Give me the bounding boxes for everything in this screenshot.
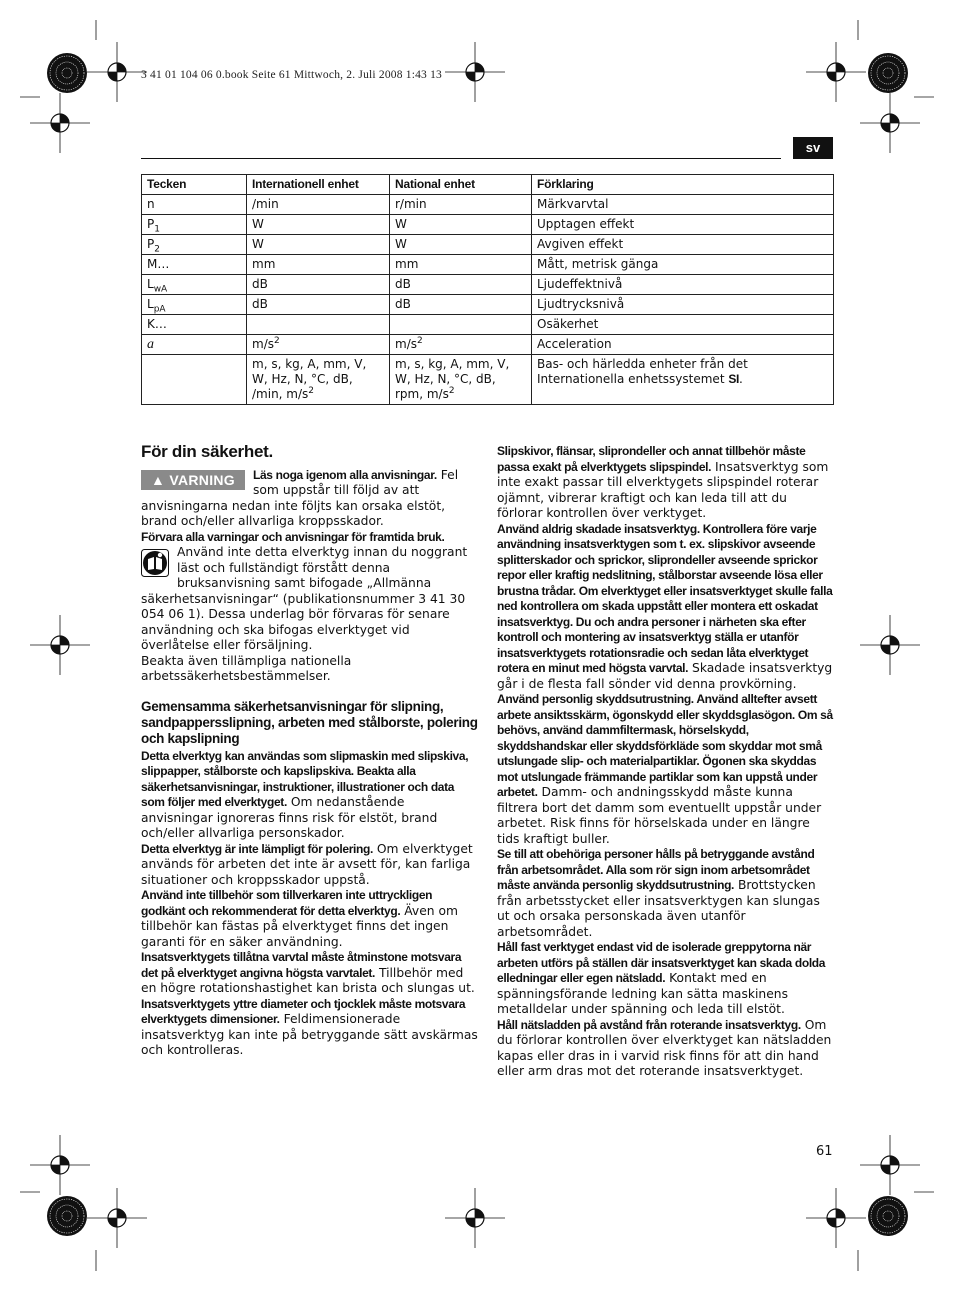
registration-cross xyxy=(30,93,90,153)
symbol-cell: a xyxy=(142,335,247,355)
registration-cross xyxy=(30,1135,90,1195)
paragraph: Använd aldrig skadade insatsverktyg. Kontrollera före varje användning insatsverktygen som t. ex. slipskivor avseende splitterskador och sprickor, sliprondeller avseende sprickor repor eller kraftig nedslitning, stålborstar avseende lösa eller brustna trådar. Om elverktyget eller insatsverktyget skulle falla ned kontrollera om skada uppstått eller montera ett oskadat insatsverktyg. Du och andra personer i närheten ska efter kontroll och montering av insatsverktyg ställa er utanför insatsverktygets rotationsradie och sedan låta elverktyget rotera en minut med högsta varvtal. Skadade insatsverktyg går i de flesta fall sönder vid denna provkörning. xyxy=(497,521,833,691)
paragraph: Använd personlig skyddsutrustning. Använd alltefter avsett arbete ansiktsskärm, ögonskydd eller skyddsglasögon. Om så behövs, använd dammfiltermask, hörselskydd, skyddshandskar eller skyddsförkläde som skyddar mot små utslungade slip- och materialpartiklar. Ögonen ska skyddas mot utslungade främmande partiklar som kan uppstå under arbetet. Damm- och andningsskydd måste kunna filtrera bort det damm som eventuellt uppstår under arbetet. Risk finns för hörselskada under en längre tids kraftigt buller. xyxy=(497,692,833,846)
explanation-cell: Mått, metrisk gänga xyxy=(532,255,834,275)
explanation-cell: Upptagen effekt xyxy=(532,215,834,235)
intl-unit-cell: mm xyxy=(247,255,390,275)
explanation-cell: Ljudeffektnivå xyxy=(532,275,834,295)
national-unit-cell: mm xyxy=(390,255,532,275)
table-row xyxy=(142,255,834,275)
warning-badge: ▲ VARNING xyxy=(141,470,245,490)
registration-cross xyxy=(806,1188,866,1248)
symbol-cell: n xyxy=(142,195,247,215)
table-row xyxy=(142,295,834,315)
registration-cross xyxy=(445,42,505,102)
symbol-cell: $L_{pA}$ xyxy=(142,295,247,315)
paragraph: Använd inte tillbehör som tillverkaren inte uttryckligen godkänt och rekommenderat för detta elverktyg. Även om tillbehör kan fästas på elverktyget finns det ingen garanti för en säker användning. xyxy=(141,888,458,949)
paragraph: Insatsverktygets tillåtna varvtal måste åtminstone motsvara det på elverktyget angivna högsta varvtalet. Tillbehör med en högre rotationshastighet kan brista och slungas ut. xyxy=(141,950,475,995)
paragraph: Beakta även tillämpliga nationella arbetssäkerhetsbestämmelser. xyxy=(141,653,352,683)
intl-unit-cell: W xyxy=(247,215,390,235)
symbol-cell: $P_1$ xyxy=(142,215,247,235)
registration-cross xyxy=(860,1135,920,1195)
intl-unit-cell: W xyxy=(247,235,390,255)
national-unit-cell: $m/s^2$ xyxy=(390,335,532,355)
symbol-cell: M… xyxy=(142,255,247,275)
subsection-title: Gemensamma säkerhetsanvisningar för slipning, sandpappersslipning, arbeten med stålborste, polering och kapslipning xyxy=(141,698,478,746)
table-row xyxy=(142,235,834,255)
paragraph: Detta elverktyg är inte lämpligt för polering. Om elverktyget används för arbeten det inte är avsett för, kan farliga situationer och kroppsskador uppstå. xyxy=(141,841,473,887)
table-row xyxy=(142,275,834,295)
table-header-cell: Tecken xyxy=(142,175,247,195)
table-row xyxy=(142,215,834,235)
intl-unit-cell xyxy=(247,315,390,335)
national-unit-cell: r/min xyxy=(390,195,532,215)
paragraph: Se till att obehöriga personer hålls på betryggande avstånd från arbetsområdet. Alla som rör sign inom arbetsområdet måste använda personlig skyddsutrustning. Brottstycken från arbetsstycket eller insatsverktygen kan slungas ut och orsaka personskada även utanför arbetsområdet. xyxy=(497,847,820,939)
explanation-cell: Acceleration xyxy=(532,335,834,355)
units-table xyxy=(141,174,834,405)
intl-unit-cell: $m/s^2$ xyxy=(247,335,390,355)
explanation-cell: Märkvarvtal xyxy=(532,195,834,215)
intl-unit-cell: m, s, kg, A, mm, V, W, Hz, N, °C, dB, /min, $m/s^2$ xyxy=(247,355,390,405)
paragraph: Insatsverktygets yttre diameter och tjocklek måste motsvara elverktygets dimensioner. Feldimensionerade insatsverktyg kan inte på betryggande sätt avskärmas och kontrolleras. xyxy=(141,996,478,1057)
paragraph: Förvara alla varningar och anvisningar för framtida bruk. xyxy=(141,529,445,544)
explanation-cell: Avgiven effekt xyxy=(532,235,834,255)
paragraph: Detta elverktyg kan användas som slipmaskin med slipskiva, slippapper, stålborste och kapslipskiva. Beakta alla säkerhetsanvisningar, instruktioner, illustrationer och data som följer med elverktyget. Om nedanstående anvisningar ignoreras finns risk för elstöt, brand och/eller allvarliga personskador. xyxy=(141,748,469,840)
header-rule xyxy=(141,158,781,159)
manual-block xyxy=(141,545,478,654)
explanation-cell: Bas- och härledda enheter från det Internationella enhetssystemet SI. xyxy=(532,355,834,405)
explanation-cell: Osäkerhet xyxy=(532,315,834,335)
national-unit-cell: m, s, kg, A, mm, V, W, Hz, N, °C, dB, rpm, $m/s^2$ xyxy=(390,355,532,405)
table-header-cell: Internationell enhet xyxy=(247,175,390,195)
registration-cross xyxy=(806,42,866,102)
table-row xyxy=(142,335,834,355)
registration-starburst xyxy=(868,53,908,93)
section-title: För din säkerhet. xyxy=(141,442,273,461)
registration-cross xyxy=(860,93,920,153)
read-manual-icon xyxy=(141,549,169,577)
registration-starburst xyxy=(47,53,87,93)
table-header-cell: National enhet xyxy=(390,175,532,195)
book-header-line: 3 41 01 104 06 0.book Seite 61 Mittwoch, 2. Juli 2008 1:43 13 xyxy=(141,69,442,81)
registration-cross xyxy=(87,42,147,102)
registration-cross xyxy=(860,615,920,675)
intl-unit-cell: dB xyxy=(247,295,390,315)
national-unit-cell: W xyxy=(390,235,532,255)
registration-cross xyxy=(87,1188,147,1248)
table-header-row xyxy=(142,175,834,195)
paragraph: Slipskivor, flänsar, sliprondeller och annat tillbehör måste passa exakt på elverktygets slipspindel. Insatsverktyg som inte exakt passar till elverktygets slipspindel roterar ojämnt, vibrerar kraftigt och kan leda till att du förlorar kontrollen över verktyget. xyxy=(497,444,829,520)
explanation-cell: Ljudtrycksnivå xyxy=(532,295,834,315)
national-unit-cell: dB xyxy=(390,275,532,295)
warning-block xyxy=(141,468,478,530)
registration-starburst xyxy=(47,1196,87,1236)
paragraph: Använd inte detta elverktyg innan du noggrant läst och fullständigt förstått denna bruksanvisning samt bifogade „Allmänna säkerhetsanvisningar“ (publikationsnummer 3 41 30 054 06 1). Dessa underlag bör förvaras för senare användning och ska bifogas elverktyget vid överlåtelse eller försäljning. xyxy=(141,545,468,652)
paragraph: Håll nätsladden på avstånd från roterande insatsverktyg. Om du förlorar kontrollen över elverktyget kan nätsladden kapas eller dras in i varvid risk finns för att din hand eller arm dras mot det roterande insatsverktyget. xyxy=(497,1017,832,1078)
table-header-cell: Förklaring xyxy=(532,175,834,195)
national-unit-cell xyxy=(390,315,532,335)
right-column xyxy=(497,444,834,1080)
page-number: 61 xyxy=(816,1144,833,1159)
national-unit-cell: dB xyxy=(390,295,532,315)
symbol-cell: K… xyxy=(142,315,247,335)
symbol-cell xyxy=(142,355,247,405)
left-column xyxy=(141,444,478,1059)
paragraph: Håll fast verktyget endast vid de isolerade greppytorna när arbeten utförs på ställen där insatsverktyget kan skada dolda elledningar eller egen nätsladd. Kontakt med en spänningsförande ledning kan sätta maskinens metalldelar under spänning och leda till elstöt. xyxy=(497,940,826,1016)
intl-unit-cell: /min xyxy=(247,195,390,215)
table-row xyxy=(142,315,834,335)
table-row xyxy=(142,195,834,215)
warning-triangle-icon: ▲ xyxy=(151,471,166,488)
intl-unit-cell: dB xyxy=(247,275,390,295)
symbol-cell: $P_2$ xyxy=(142,235,247,255)
table-row xyxy=(142,355,834,405)
registration-cross xyxy=(445,1188,505,1248)
language-badge: sv xyxy=(793,137,833,159)
registration-starburst xyxy=(868,1196,908,1236)
paragraph: Läs noga igenom alla anvisningar. Fel som uppstår till följd av att anvisningarna nedan inte följts kan orsaka elstöt, brand och/eller allvarliga kroppsskador. xyxy=(141,467,459,528)
registration-cross xyxy=(30,615,90,675)
symbol-cell: $L_{wA}$ xyxy=(142,275,247,295)
national-unit-cell: W xyxy=(390,215,532,235)
